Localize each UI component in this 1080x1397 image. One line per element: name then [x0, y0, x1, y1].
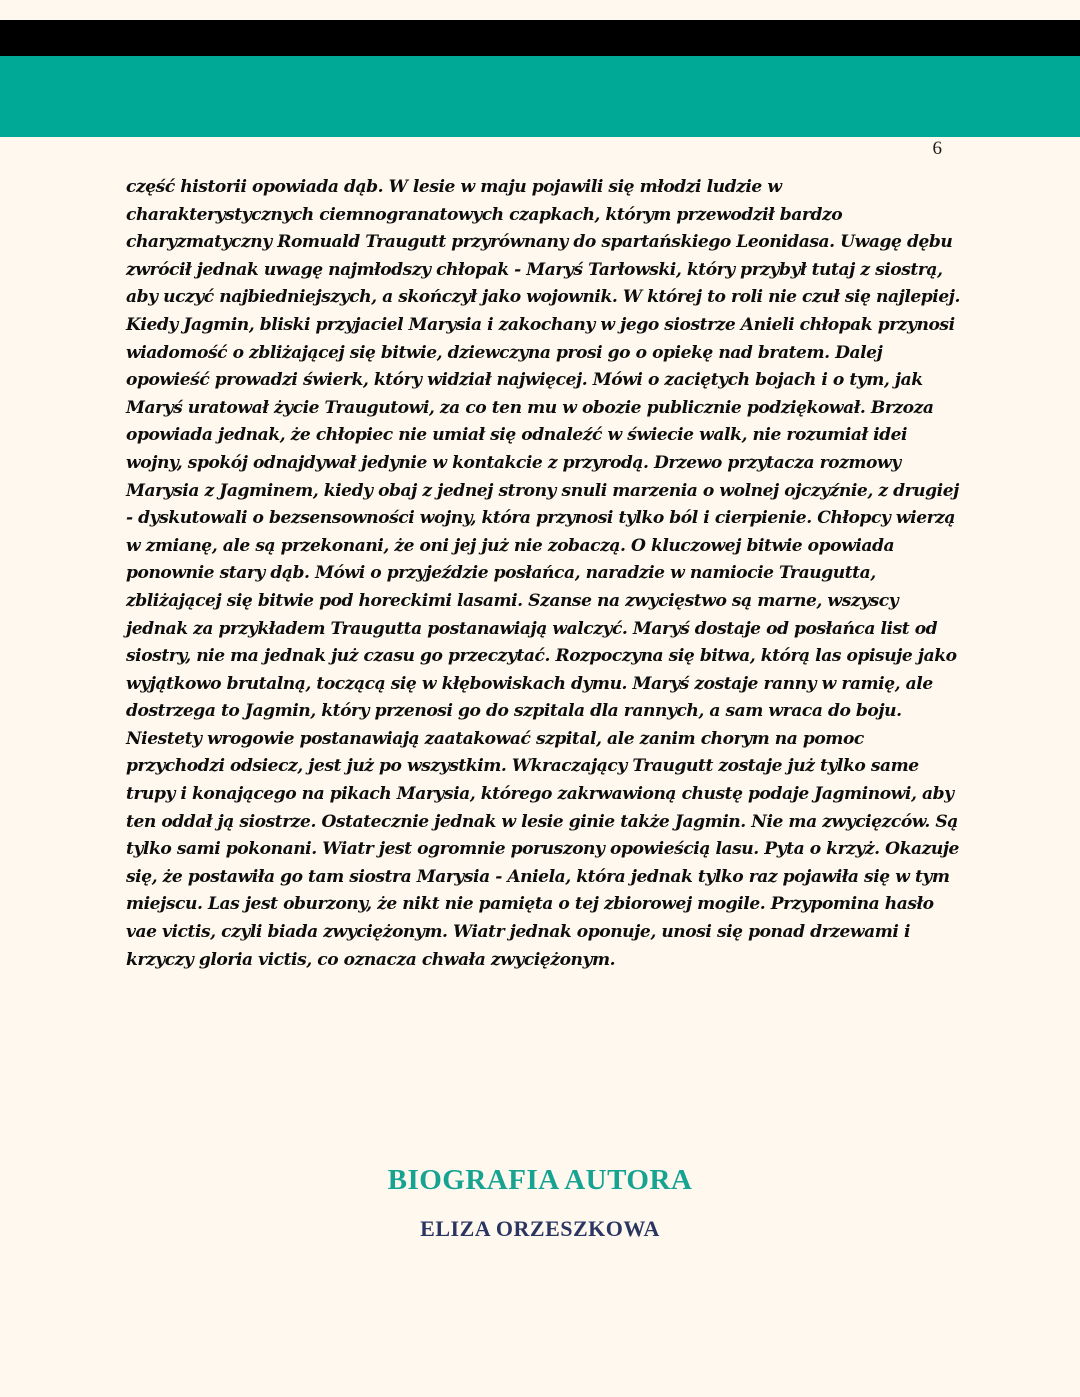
page-number: 6 [932, 138, 942, 159]
header-band [0, 56, 1080, 159]
top-black-bar [0, 20, 1080, 56]
summary-paragraph: część historii opowiada dąb. W lesie w maju pojawili się młodzi ludzie w charakterystycznych ciemnogranatowych czapkach, którym przewodził bardzo charyzmatyczny Romuald Traugutt przyrównany do spartańskiego Leonidasa. Uwagę dębu zwrócił jednak uwagę najmłodszy chłopak - Maryś Tarłowski, który przybył tutaj z siostrą, aby uczyć najbiedniejszych, a skończył jako wojownik. W której to roli nie czuł się najlepiej. Kiedy Jagmin, bliski przyjaciel Marysia i zakochany w jego siostrze Anieli chłopak przynosi wiadomość o zbliżającej się bitwie, dziewczyna prosi go o opiekę nad bratem. Dalej opowieść prowadzi świerk, który widział najwięcej. Mówi o zaciętych bojach i o tym, jak Maryś uratował życie Traugutowi, za co ten mu w obozie publicznie podziękował. Brzoza opowiada jednak, że chłopiec nie umiał się odnaleźć w świecie walk, nie rozumiał idei wojny, spokój odnajdywał jedynie w kontakcie z przyrodą. Drzewo przytacza rozmowy Marysia z Jagminem, kiedy obaj z jednej strony snuli marzenia o wolnej ojczyźnie, z drugiej - dyskutowali o bezsensowności wojny, która przynosi tylko ból i cierpienie. Chłopcy wierzą w zmianę, ale są przekonani, że oni jej już nie zobaczą. O kluczowej bitwie opowiada ponownie stary dąb. Mówi o przyjeździe posłańca, naradzie w namiocie Traugutta, zbliżającej się bitwie pod horeckimi lasami. Szanse na zwycięstwo są marne, wszyscy jednak za przykładem Traugutta postanawiają walczyć. Maryś dostaje od posłańca list od siostry, nie ma jednak już czasu go przeczytać. Rozpoczyna się bitwa, którą las opisuje jako wyjątkowo brutalną, toczącą się w kłębowiskach dymu. Maryś zostaje ranny w ramię, ale dostrzega to Jagmin, który przenosi go do szpitala dla rannych, a sam wraca do boju. Niestety wrogowie postanawiają zaatakować szpital, ale zanim chorym na pomoc przychodzi odsiecz, jest już po wszystkim. Wkraczający Traugutt zostaje już tylko same trupy i konającego na pikach Marysia, którego zakrwawioną chustę podaje Jagminowi, aby ten oddał ją siostrze. Ostatecznie jednak w lesie ginie także Jagmin. Nie ma zwycięzców. Są tylko sami pokonani. Wiatr jest ogromnie poruszony opowieścią lasu. Pyta o krzyż. Okazuje się, że postawiła go tam siostra Marysia - Aniela, która jednak tylko raz pojawiła się w tym miejscu. Las jest oburzony, że nikt nie pamięta o tej zbiorowej mogile. Przypomina hasło vae victis, czyli biada zwyciężonym. Wiatr jednak oponuje, unosi się ponad drzewami i krzyczy gloria victis, co oznacza chwała zwyciężonym. [126, 177, 961, 970]
section-title: BIOGRAFIA AUTORA [387, 1164, 693, 1196]
author-name: ELIZA ORZESZKOWA [420, 1216, 660, 1241]
